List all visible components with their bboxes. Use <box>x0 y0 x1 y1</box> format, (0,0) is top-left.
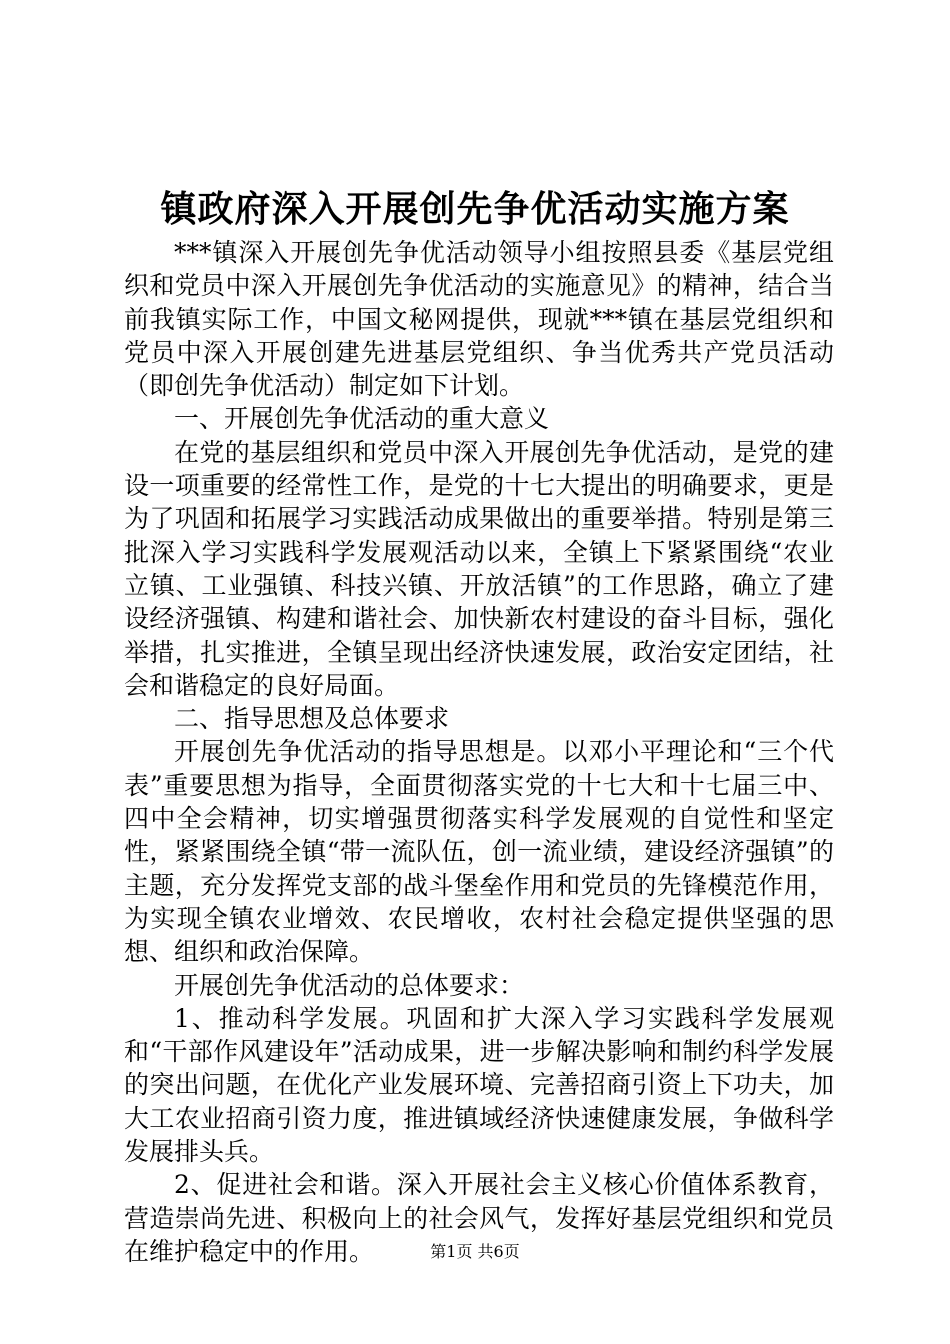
requirement-item-1: 1、推动科学发展。巩固和扩大深入学习实践科学发展观和“干部作风建设年”活动成果，进一步解决影响和制约科学发展的突出问题，在优化产业发展环境、完善招商引资上下功夫，加大工农业招商引资力度，推进镇域经济快速健康发展，争做科学发展排头兵。 <box>124 1003 834 1167</box>
body-paragraph: 在党的基层组织和党员中深入开展创先争优活动，是党的建设一项重要的经常性工作，是党的十七大提出的明确要求，更是为了巩固和拓展学习实践活动成果做出的重要举措。特别是第三批深入学习实践科学发展观活动以来，全镇上下紧紧围绕“农业立镇、工业强镇、科技兴镇、开放活镇”的工作思路，确立了建设经济强镇、构建和谐社会、加快新农村建设的奋斗目标，强化举措，扎实推进，全镇呈现出经济快速发展，政治安定团结，社会和谐稳定的良好局面。 <box>124 437 834 700</box>
requirement-item-2: 2、促进社会和谐。深入开展社会主义核心价值体系教育，营造崇尚先进、积极向上的社会风气，发挥好基层党组织和党员在维护稳定中的作用。 <box>124 1170 834 1266</box>
body-paragraph: 开展创先争优活动的指导思想是。以邓小平理论和“三个代表”重要思想为指导，全面贯彻落实党的十七大和十七届三中、四中全会精神，切实增强贯彻落实科学发展观的自觉性和坚定性，紧紧围绕全镇“带一流队伍，创一流业绩，建设经济强镇”的主题，充分发挥党支部的战斗堡垒作用和党员的先锋模范作用，为实现全镇农业增效、农民增收，农村社会稳定提供坚强的思想、组织和政治保障。 <box>124 737 834 967</box>
requirements-intro: 开展创先争优活动的总体要求： <box>174 970 525 1000</box>
document-title: 镇政府深入开展创先争优活动实施方案 <box>160 188 790 230</box>
document-body <box>124 236 834 1268</box>
section-heading-1: 一、开展创先争优活动的重大意义 <box>174 404 550 434</box>
intro-paragraph: ***镇深入开展创先争优活动领导小组按照县委《基层党组织和党员中深入开展创先争优活动的实施意见》的精神，结合当前我镇实际工作，中国文秘网提供，现就***镇在基层党组织和党员中深入开展创建先进基层党组织、争当优秀共产党员活动（即创先争优活动）制定如下计划。 <box>124 238 834 401</box>
page-footer: 第1页 共6页 <box>430 1242 520 1261</box>
section-heading-2: 二、指导思想及总体要求 <box>174 704 450 734</box>
